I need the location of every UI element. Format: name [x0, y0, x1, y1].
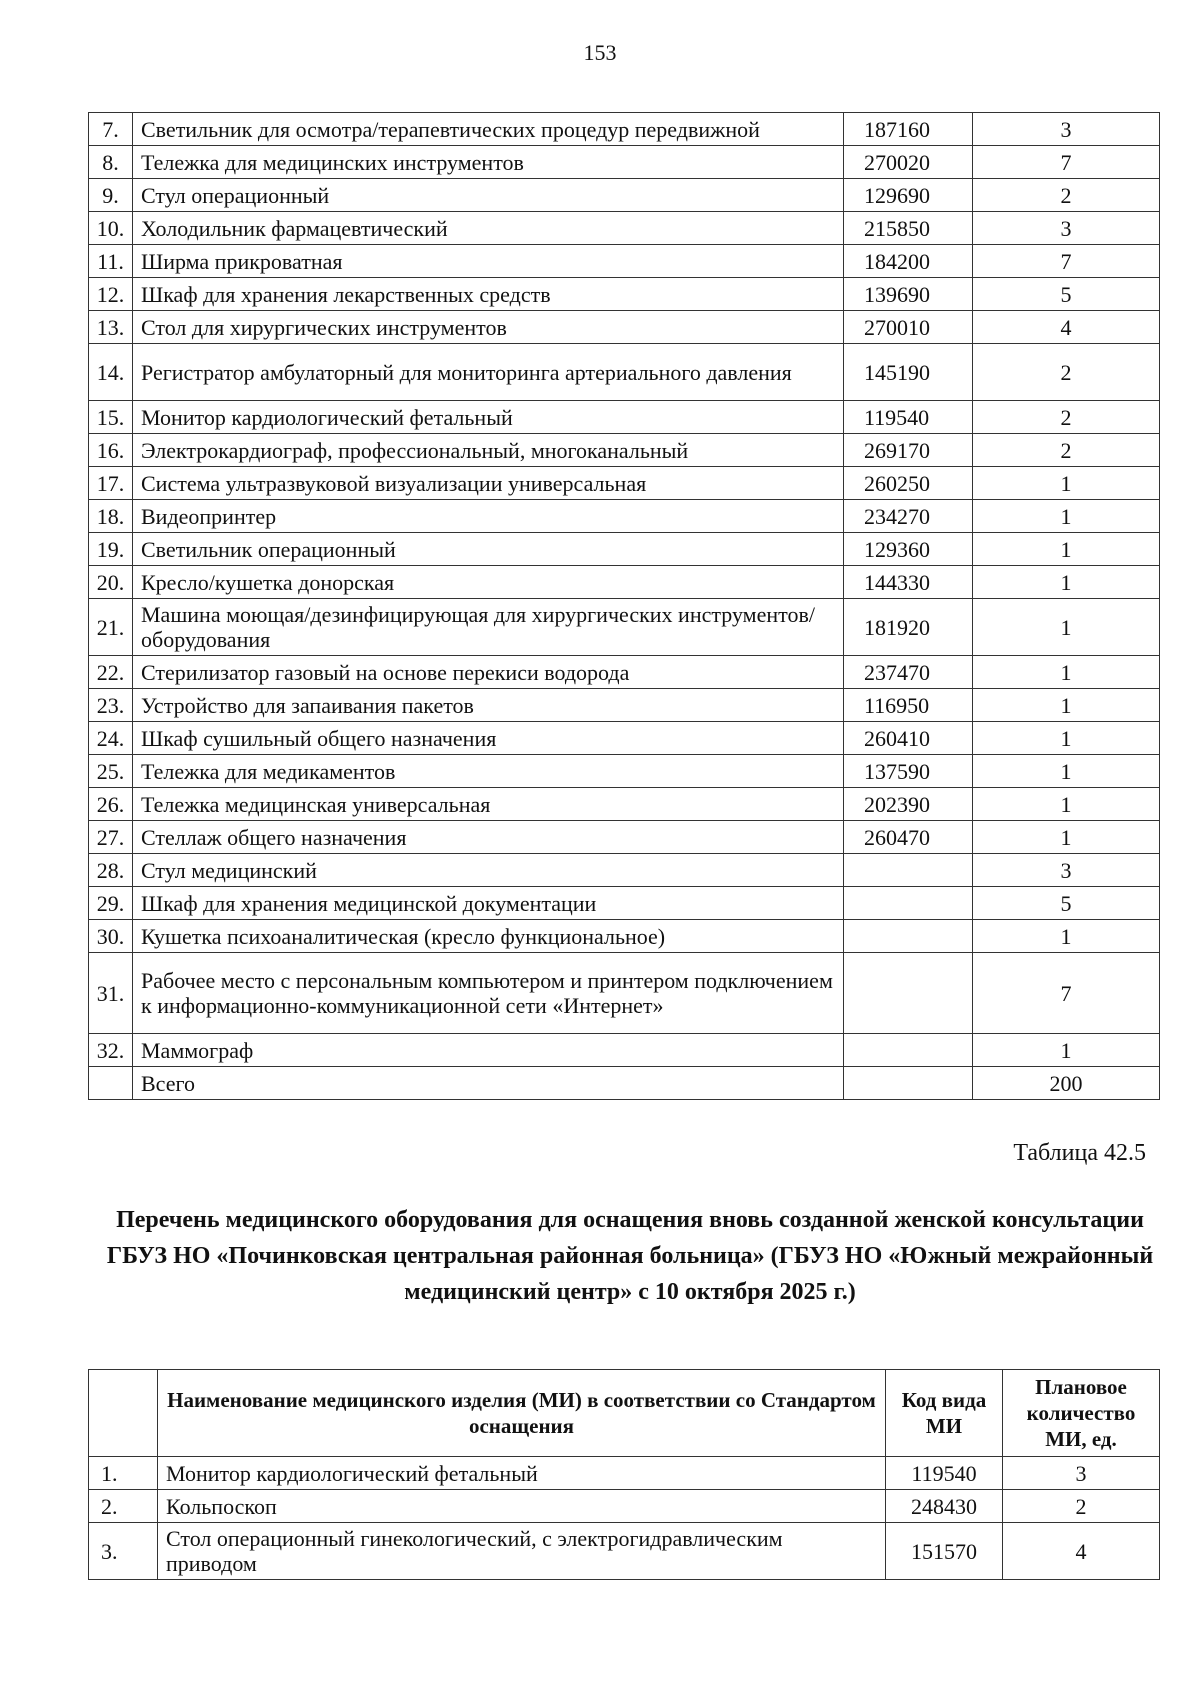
table-header-row	[89, 1370, 1160, 1457]
table-row	[89, 311, 1160, 344]
cell-qty: 2	[973, 344, 1160, 401]
table-row	[89, 1523, 1160, 1580]
table-row	[89, 722, 1160, 755]
cell-code: 145190	[844, 344, 973, 401]
cell-code: 248430	[886, 1490, 1003, 1523]
cell-code: 116950	[844, 689, 973, 722]
cell-qty: 5	[973, 278, 1160, 311]
cell-name: Шкаф для хранения медицинской документации	[133, 887, 844, 920]
table-row	[89, 953, 1160, 1034]
cell-num: 16.	[89, 434, 133, 467]
cell-num: 17.	[89, 467, 133, 500]
cell-qty: 1	[973, 722, 1160, 755]
cell-name: Рабочее место с персональным компьютером и принтером подключением к информационно-коммуникационной сети «Интернет»	[133, 953, 844, 1034]
cell-num: 2.	[89, 1490, 158, 1523]
total-name: Всего	[133, 1067, 844, 1100]
cell-qty: 7	[973, 245, 1160, 278]
table-row	[89, 1034, 1160, 1067]
cell-num: 13.	[89, 311, 133, 344]
cell-qty: 2	[973, 179, 1160, 212]
header-qty: Плановое количество МИ, ед.	[1003, 1370, 1160, 1457]
cell-qty: 5	[973, 887, 1160, 920]
table-row	[89, 566, 1160, 599]
cell-code: 119540	[844, 401, 973, 434]
cell-num: 27.	[89, 821, 133, 854]
total-num	[89, 1067, 133, 1100]
header-code: Код вида МИ	[886, 1370, 1003, 1457]
table-row	[89, 344, 1160, 401]
cell-num: 15.	[89, 401, 133, 434]
cell-name: Тележка для медицинских инструментов	[133, 146, 844, 179]
cell-name: Шкаф сушильный общего назначения	[133, 722, 844, 755]
cell-name: Электрокардиограф, профессиональный, многоканальный	[133, 434, 844, 467]
cell-name: Светильник операционный	[133, 533, 844, 566]
cell-num: 9.	[89, 179, 133, 212]
cell-code: 269170	[844, 434, 973, 467]
table-row	[89, 920, 1160, 953]
cell-name: Стул медицинский	[133, 854, 844, 887]
cell-name: Машина моющая/дезинфицирующая для хирургических инструментов/оборудования	[133, 599, 844, 656]
cell-name: Кушетка психоаналитическая (кресло функциональное)	[133, 920, 844, 953]
cell-qty: 1	[973, 533, 1160, 566]
cell-code	[844, 953, 973, 1034]
cell-qty: 1	[973, 599, 1160, 656]
cell-name: Шкаф для хранения лекарственных средств	[133, 278, 844, 311]
cell-code	[844, 920, 973, 953]
cell-qty: 7	[973, 953, 1160, 1034]
cell-name: Стеллаж общего назначения	[133, 821, 844, 854]
cell-qty: 1	[973, 467, 1160, 500]
cell-qty: 1	[973, 689, 1160, 722]
cell-code: 139690	[844, 278, 973, 311]
cell-num: 12.	[89, 278, 133, 311]
cell-qty: 7	[973, 146, 1160, 179]
cell-num: 26.	[89, 788, 133, 821]
cell-name: Видеопринтер	[133, 500, 844, 533]
table-row	[89, 401, 1160, 434]
table-row	[89, 467, 1160, 500]
cell-name: Устройство для запаивания пакетов	[133, 689, 844, 722]
header-name: Наименование медицинского изделия (МИ) в соответствии со Стандартом оснащения	[158, 1370, 886, 1457]
cell-code: 260470	[844, 821, 973, 854]
cell-qty: 3	[1003, 1457, 1160, 1490]
cell-name: Стерилизатор газовый на основе перекиси водорода	[133, 656, 844, 689]
table-row	[89, 755, 1160, 788]
cell-qty: 3	[973, 854, 1160, 887]
cell-num: 8.	[89, 146, 133, 179]
total-row	[89, 1067, 1160, 1100]
cell-code: 215850	[844, 212, 973, 245]
cell-num: 14.	[89, 344, 133, 401]
cell-code: 270020	[844, 146, 973, 179]
cell-qty: 3	[973, 113, 1160, 146]
table-row	[89, 887, 1160, 920]
cell-qty: 2	[1003, 1490, 1160, 1523]
table-row	[89, 179, 1160, 212]
table-title: Перечень медицинского оборудования для оснащения вновь созданной женской консультации ГБУЗ НО «Починковская центральная районная больница» (ГБУЗ НО «Южный межрайонный медицинский центр» с 10 октября 2025 г.)	[106, 1207, 1154, 1305]
cell-name: Светильник для осмотра/терапевтических процедур передвижной	[133, 113, 844, 146]
cell-num: 19.	[89, 533, 133, 566]
cell-name: Стул операционный	[133, 179, 844, 212]
cell-code: 181920	[844, 599, 973, 656]
table-row	[89, 599, 1160, 656]
cell-name: Кресло/кушетка донорская	[133, 566, 844, 599]
page-number: 153	[583, 40, 617, 65]
cell-code: 202390	[844, 788, 973, 821]
cell-code: 234270	[844, 500, 973, 533]
cell-qty: 1	[973, 566, 1160, 599]
cell-num: 18.	[89, 500, 133, 533]
cell-name: Регистратор амбулаторный для мониторинга артериального давления	[133, 344, 844, 401]
cell-num: 23.	[89, 689, 133, 722]
cell-num: 32.	[89, 1034, 133, 1067]
cell-qty: 1	[973, 821, 1160, 854]
table-row	[89, 854, 1160, 887]
table-row	[89, 1490, 1160, 1523]
cell-code: 184200	[844, 245, 973, 278]
cell-qty: 2	[973, 401, 1160, 434]
cell-name: Ширма прикроватная	[133, 245, 844, 278]
table-row	[89, 434, 1160, 467]
cell-num: 10.	[89, 212, 133, 245]
cell-num: 11.	[89, 245, 133, 278]
cell-num: 20.	[89, 566, 133, 599]
cell-code: 129360	[844, 533, 973, 566]
cell-name: Тележка для медикаментов	[133, 755, 844, 788]
table-row	[89, 500, 1160, 533]
cell-qty: 1	[973, 656, 1160, 689]
cell-name: Монитор кардиологический фетальный	[158, 1457, 886, 1490]
table-row	[89, 788, 1160, 821]
cell-num: 7.	[89, 113, 133, 146]
cell-num: 3.	[89, 1523, 158, 1580]
cell-num: 30.	[89, 920, 133, 953]
table-row	[89, 533, 1160, 566]
cell-code: 151570	[886, 1523, 1003, 1580]
cell-code: 237470	[844, 656, 973, 689]
equipment-table-continued	[88, 112, 1160, 1100]
cell-name: Маммограф	[133, 1034, 844, 1067]
table-row	[89, 656, 1160, 689]
cell-qty: 2	[973, 434, 1160, 467]
table-caption: Таблица 42.5	[1013, 1140, 1146, 1166]
header-num	[89, 1370, 158, 1457]
cell-num: 1.	[89, 1457, 158, 1490]
cell-code	[844, 887, 973, 920]
table-row	[89, 245, 1160, 278]
cell-code: 137590	[844, 755, 973, 788]
table-row	[89, 146, 1160, 179]
table-row	[89, 212, 1160, 245]
cell-name: Тележка медицинская универсальная	[133, 788, 844, 821]
cell-code: 270010	[844, 311, 973, 344]
cell-name: Холодильник фармацевтический	[133, 212, 844, 245]
cell-qty: 1	[973, 920, 1160, 953]
cell-num: 31.	[89, 953, 133, 1034]
cell-num: 24.	[89, 722, 133, 755]
cell-name: Стол для хирургических инструментов	[133, 311, 844, 344]
cell-name: Стол операционный гинекологический, с электрогидравлическим приводом	[158, 1523, 886, 1580]
cell-code: 260410	[844, 722, 973, 755]
cell-code: 144330	[844, 566, 973, 599]
cell-qty: 4	[973, 311, 1160, 344]
cell-num: 29.	[89, 887, 133, 920]
cell-qty: 4	[1003, 1523, 1160, 1580]
cell-qty: 1	[973, 788, 1160, 821]
total-qty: 200	[973, 1067, 1160, 1100]
cell-code: 119540	[886, 1457, 1003, 1490]
cell-code: 129690	[844, 179, 973, 212]
cell-name: Монитор кардиологический фетальный	[133, 401, 844, 434]
table-row	[89, 1457, 1160, 1490]
cell-code	[844, 1034, 973, 1067]
cell-qty: 3	[973, 212, 1160, 245]
total-code	[844, 1067, 973, 1100]
cell-num: 28.	[89, 854, 133, 887]
table-row	[89, 278, 1160, 311]
cell-qty: 1	[973, 755, 1160, 788]
cell-code: 260250	[844, 467, 973, 500]
table-row	[89, 689, 1160, 722]
cell-code: 187160	[844, 113, 973, 146]
equipment-table-42-5	[88, 1369, 1160, 1580]
table-row	[89, 113, 1160, 146]
cell-name: Кольпоскоп	[158, 1490, 886, 1523]
cell-code	[844, 854, 973, 887]
cell-num: 22.	[89, 656, 133, 689]
table-row	[89, 821, 1160, 854]
cell-num: 21.	[89, 599, 133, 656]
cell-num: 25.	[89, 755, 133, 788]
cell-qty: 1	[973, 500, 1160, 533]
cell-qty: 1	[973, 1034, 1160, 1067]
cell-name: Система ультразвуковой визуализации универсальная	[133, 467, 844, 500]
